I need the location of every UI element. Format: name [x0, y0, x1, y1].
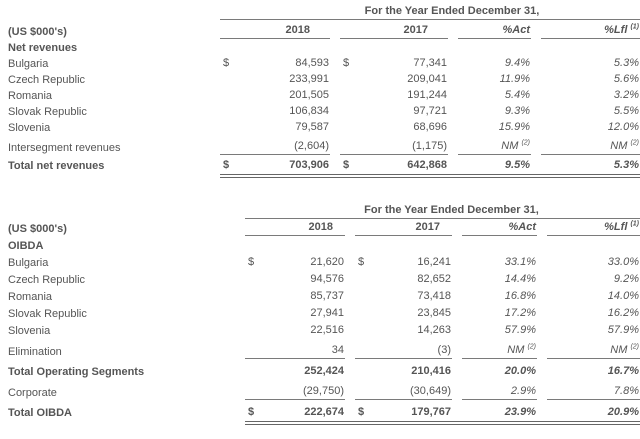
row-label: Bulgaria: [8, 257, 49, 269]
section-header-row: [0, 39, 640, 55]
double-rule: [245, 421, 640, 425]
amount-value: 85,737: [310, 290, 344, 302]
amount-value: 84,593: [295, 57, 329, 69]
currency-symbol: $: [248, 406, 255, 418]
unit-label: (US $000's): [8, 223, 67, 235]
pct-lfl-cell: 7.8%: [547, 385, 640, 400]
value-2018-cell: [220, 57, 330, 71]
row-label: Total net revenues: [8, 160, 105, 172]
pct-lfl-cell: NM $^{(2)}$: [541, 140, 640, 155]
amount-value: 34: [331, 344, 344, 356]
pct-act-cell: 33.1%: [504, 256, 536, 268]
value-2017-cell: [355, 406, 452, 420]
col-header-2018: 2018: [220, 24, 330, 39]
amount-value: 79,587: [295, 121, 329, 133]
table-row: [0, 71, 640, 87]
amount-value: 82,652: [417, 273, 451, 285]
amount-value: 642,868: [407, 159, 447, 171]
amount-value: 68,696: [413, 121, 447, 133]
value-2017-cell: [340, 57, 448, 71]
section-header-row: [0, 236, 640, 253]
value-2017-cell: [340, 73, 448, 87]
pct-lfl-cell: 12.0%: [607, 121, 639, 133]
col-header-pct-act: %Act: [458, 24, 531, 39]
currency-symbol: $: [223, 57, 230, 69]
pct-act-cell: 17.2%: [504, 307, 536, 319]
pct-act-cell: 16.8%: [504, 290, 536, 302]
pct-lfl-cell: 14.0%: [607, 290, 639, 302]
footnote-marker: (1): [630, 220, 639, 228]
pct-act-cell: 9.3%: [504, 105, 530, 117]
pct-lfl-cell: 33.0%: [607, 256, 639, 268]
pct-lfl-cell: NM $^{(2)}$: [547, 344, 640, 359]
col-header-pct-lfl: %Lfl $^{(1)}$: [547, 221, 640, 236]
table-row: [0, 359, 640, 379]
value-2018-cell: [245, 273, 345, 287]
pct-act-cell: 11.9%: [499, 73, 530, 85]
row-label: Total Operating Segments: [8, 366, 145, 378]
currency-symbol: $: [248, 256, 255, 268]
value-2018-cell: [220, 159, 330, 173]
table-body: [0, 253, 640, 420]
amount-value: 106,834: [289, 105, 329, 117]
net-revenues-table: [0, 3, 640, 179]
amount-value: (3): [437, 344, 451, 356]
amount-value: 21,620: [310, 256, 344, 268]
col-header-2017: 2017: [355, 221, 452, 236]
column-header-row: [0, 219, 640, 236]
oibda-table: [0, 202, 640, 426]
pct-lfl-cell: 20.9%: [607, 406, 639, 418]
pct-act-cell: 15.9%: [498, 121, 530, 133]
amount-value: 179,767: [411, 406, 451, 418]
double-rule-row: [0, 420, 640, 426]
value-2017-cell: [355, 290, 452, 304]
value-2017-cell: [355, 365, 452, 379]
amount-value: 77,341: [413, 57, 447, 69]
pct-act-cell: 5.4%: [504, 89, 530, 101]
col-header-2018: 2018: [245, 221, 345, 236]
pct-act-cell: 23.9%: [504, 406, 536, 418]
table-gap: [0, 179, 640, 202]
value-2017-cell: [340, 159, 448, 173]
amount-value: 703,906: [289, 159, 329, 171]
value-2017-cell: [355, 307, 452, 321]
amount-value: 22,516: [310, 324, 344, 336]
value-2018-cell: [245, 365, 345, 379]
value-2018-cell: [245, 256, 345, 270]
table-row: [0, 155, 640, 173]
value-2017-cell: [355, 324, 452, 338]
value-2018-cell: [220, 73, 330, 87]
amount-value: 191,244: [407, 89, 447, 101]
value-2017-cell: [340, 89, 448, 103]
currency-symbol: $: [358, 256, 365, 268]
currency-symbol: $: [343, 57, 350, 69]
amount-value: 97,721: [413, 105, 447, 117]
footnote-marker: (2): [630, 139, 639, 147]
value-2018-cell: [245, 406, 345, 420]
table-row: [0, 55, 640, 71]
period-header-row: [0, 3, 640, 20]
currency-symbol: $: [223, 159, 230, 171]
value-2018-cell: [245, 290, 345, 304]
period-header: For the Year Ended December 31,: [220, 5, 640, 20]
pct-lfl-cell: 3.2%: [613, 89, 639, 101]
value-2018-cell: [245, 324, 345, 338]
amount-value: 94,576: [310, 273, 344, 285]
double-rule: [220, 174, 640, 178]
table-row: [0, 270, 640, 287]
amount-value: 222,674: [304, 406, 344, 418]
pct-act-cell: NM $^{(2)}$: [462, 344, 537, 359]
row-label: Slovak Republic: [8, 308, 87, 320]
amount-value: (30,649): [410, 385, 451, 397]
table-row: [0, 135, 640, 155]
currency-symbol: $: [343, 159, 350, 171]
value-2018-cell: [220, 89, 330, 103]
row-label: Corporate: [8, 387, 57, 399]
row-label: Bulgaria: [8, 58, 49, 70]
col-header-pct-act: %Act: [462, 221, 537, 236]
section-label: Net revenues: [8, 42, 78, 54]
row-label: Intersegment revenues: [8, 142, 121, 154]
row-label: Slovenia: [8, 325, 51, 337]
table-row: [0, 379, 640, 400]
table-row: [0, 338, 640, 359]
unit-label: (US $000's): [8, 26, 67, 38]
section-label: OIBDA: [8, 240, 44, 252]
value-2018-cell: [220, 105, 330, 119]
amount-value: 27,941: [310, 307, 344, 319]
amount-value: 14,263: [417, 324, 451, 336]
table-row: [0, 304, 640, 321]
pct-lfl-cell: 57.9%: [607, 324, 639, 336]
footnote-marker: (1): [630, 23, 639, 31]
amount-value: 252,424: [304, 365, 344, 377]
pct-lfl-cell: 9.2%: [613, 273, 639, 285]
pct-act-cell: NM $^{(2)}$: [458, 140, 531, 155]
row-label: Total OIBDA: [8, 407, 72, 419]
pct-act-cell: 9.5%: [504, 159, 530, 171]
pct-act-cell: 20.0%: [504, 365, 536, 377]
value-2018-cell: [245, 307, 345, 321]
pct-lfl-cell: 5.3%: [613, 159, 639, 171]
row-label: Romania: [8, 90, 53, 102]
pct-act-cell: 2.9%: [462, 385, 537, 400]
amount-value: (1,175): [412, 140, 447, 152]
pct-act-cell: 14.4%: [504, 273, 536, 285]
table-row: [0, 287, 640, 304]
amount-value: 16,241: [417, 256, 451, 268]
amount-value: 201,505: [289, 89, 329, 101]
table-row: [0, 87, 640, 103]
row-label: Elimination: [8, 346, 62, 358]
amount-value: 233,991: [289, 73, 329, 85]
pct-lfl-cell: 16.2%: [607, 307, 639, 319]
table-row: [0, 321, 640, 338]
footnote-marker: (2): [521, 139, 530, 147]
value-2018-cell: [220, 140, 330, 155]
value-2017-cell: [355, 256, 452, 270]
table-row: [0, 119, 640, 135]
value-2018-cell: [245, 344, 345, 359]
value-2017-cell: [340, 121, 448, 135]
value-2017-cell: [340, 105, 448, 119]
footnote-marker: (2): [527, 343, 536, 351]
currency-symbol: $: [358, 406, 365, 418]
footnote-marker: (2): [630, 343, 639, 351]
row-label: Czech Republic: [8, 74, 86, 86]
col-header-2017: 2017: [340, 24, 448, 39]
period-header: For the Year Ended December 31,: [245, 204, 640, 219]
table-body: [0, 55, 640, 173]
value-2017-cell: [355, 344, 452, 359]
pct-lfl-cell: 5.3%: [613, 57, 639, 69]
amount-value: 209,041: [407, 73, 447, 85]
pct-lfl-cell: 5.6%: [613, 73, 639, 85]
amount-value: (29,750): [303, 385, 344, 397]
value-2018-cell: [220, 121, 330, 135]
row-label: Slovak Republic: [8, 106, 87, 118]
value-2018-cell: [245, 385, 345, 400]
column-header-row: [0, 20, 640, 39]
table-row: [0, 253, 640, 270]
row-label: Slovenia: [8, 122, 51, 134]
amount-value: (2,604): [294, 140, 329, 152]
col-header-pct-lfl: %Lfl $^{(1)}$: [541, 24, 640, 39]
pct-lfl-cell: 5.5%: [613, 105, 639, 117]
row-label: Czech Republic: [8, 274, 86, 286]
pct-lfl-cell: 16.7%: [607, 365, 639, 377]
period-header-row: [0, 202, 640, 219]
amount-value: 210,416: [411, 365, 451, 377]
amount-value: 23,845: [417, 307, 451, 319]
pct-act-cell: 9.4%: [504, 57, 530, 69]
value-2017-cell: [355, 273, 452, 287]
pct-act-cell: 57.9%: [504, 324, 536, 336]
table-row: [0, 400, 640, 420]
row-label: Romania: [8, 291, 53, 303]
amount-value: 73,418: [417, 290, 451, 302]
value-2017-cell: [355, 385, 452, 400]
table-row: [0, 103, 640, 119]
value-2017-cell: [340, 140, 448, 155]
